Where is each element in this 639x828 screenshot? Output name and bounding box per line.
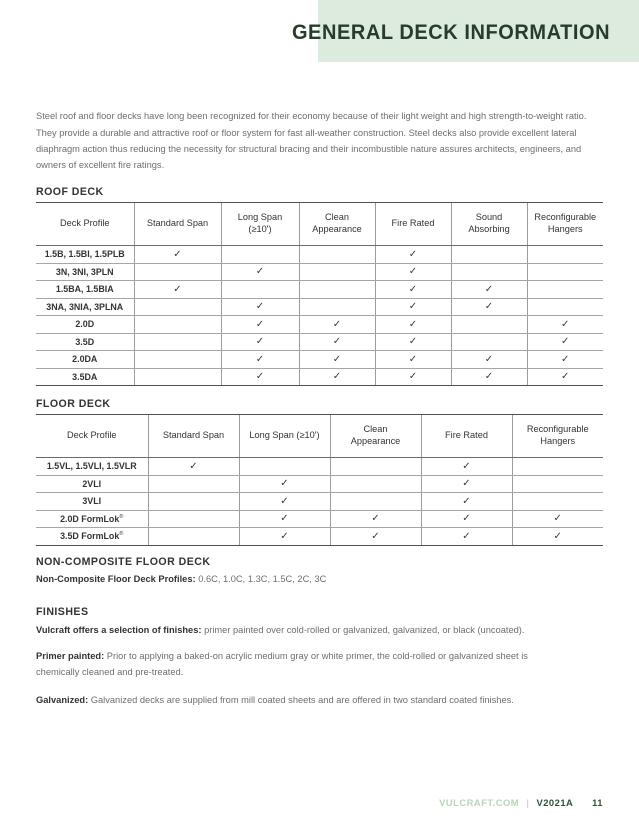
check-icon: ✓	[255, 336, 265, 348]
check-cell-marked	[527, 333, 603, 351]
check-cell-empty	[134, 368, 221, 386]
check-cell-marked	[221, 316, 299, 334]
check-cell-empty	[299, 281, 375, 299]
check-icon: ✓	[173, 248, 182, 260]
column-header-line: Fire Rated	[391, 218, 435, 229]
check-cell-empty	[527, 298, 603, 316]
check-icon: ✓	[484, 353, 494, 365]
column-header-line: Deck Profile	[59, 218, 110, 229]
table-row	[36, 368, 603, 386]
check-cell-marked	[330, 510, 421, 528]
footer-version: V2021A	[536, 797, 573, 808]
check-icon: ✓	[332, 353, 342, 365]
column-header-line: Reconfigurable	[534, 212, 597, 223]
column-header-line: Appearance	[312, 224, 362, 234]
check-cell-empty	[527, 246, 603, 264]
check-icon: ✓	[280, 478, 289, 490]
non-composite-label: Non-Composite Floor Deck Profiles:	[36, 574, 196, 584]
footer-website[interactable]: VULCRAFT.COM	[439, 797, 520, 808]
check-cell-marked	[421, 528, 512, 546]
deck-profile-cell: 3.5D FormLok®	[36, 528, 148, 546]
floor-deck-heading: FLOOR DECK	[36, 398, 111, 410]
check-cell-empty	[148, 528, 239, 546]
column-header	[148, 415, 239, 458]
column-header-line: Fire Rated	[445, 430, 488, 441]
check-cell-empty	[330, 458, 421, 476]
check-icon: ✓	[255, 318, 265, 330]
check-cell-empty	[451, 316, 527, 334]
check-cell-marked	[512, 528, 603, 546]
check-cell-empty	[221, 246, 299, 264]
check-cell-marked	[221, 263, 299, 281]
column-header-line: Long Span	[237, 212, 283, 223]
deck-profile-cell: 1.5BA, 1.5BIA	[36, 281, 134, 299]
check-cell-marked	[239, 475, 330, 493]
check-cell-empty	[299, 298, 375, 316]
finishes-item-0	[36, 622, 596, 638]
check-icon: ✓	[408, 301, 418, 313]
check-cell-marked	[221, 298, 299, 316]
check-cell-marked	[299, 368, 375, 386]
column-header	[375, 203, 451, 246]
finishes-item-text: primer painted over cold-rolled or galvanized, galvanized, or black (uncoated).	[201, 625, 525, 635]
check-cell-marked	[239, 510, 330, 528]
table-row	[36, 351, 603, 369]
check-cell-marked	[375, 333, 451, 351]
check-cell-empty	[134, 316, 221, 334]
registered-trademark-icon: ®	[119, 513, 124, 520]
check-cell-empty	[451, 333, 527, 351]
footer-separator: |	[526, 797, 530, 808]
check-cell-marked	[421, 458, 512, 476]
column-header-line: Absorbing	[468, 224, 510, 234]
column-header	[451, 203, 527, 246]
column-header-line: Reconfigurable	[526, 424, 589, 435]
check-cell-marked	[299, 333, 375, 351]
finishes-item-label: Primer painted:	[36, 651, 105, 661]
page-number: 11	[592, 797, 603, 808]
check-icon: ✓	[462, 478, 471, 490]
check-icon: ✓	[462, 495, 471, 507]
check-cell-marked	[375, 281, 451, 299]
check-cell-marked	[421, 493, 512, 511]
non-composite-profiles	[36, 571, 596, 587]
finishes-item-label: Galvanized:	[36, 695, 89, 705]
finishes-heading: FINISHES	[36, 606, 89, 618]
deck-profile-cell: 1.5VL, 1.5VLI, 1.5VLR	[36, 458, 148, 476]
non-composite-heading: NON-COMPOSITE FLOOR DECK	[36, 556, 211, 568]
roof-deck-heading: ROOF DECK	[36, 186, 104, 198]
finishes-item-label: Vulcraft offers a selection of finishes:	[36, 625, 202, 635]
check-cell-empty	[330, 475, 421, 493]
finishes-item-text: Galvanized decks are supplied from mill coated sheets and are offered in two standard coated finishes.	[88, 695, 514, 705]
table-row	[36, 298, 603, 316]
check-cell-empty	[299, 263, 375, 281]
column-header-line: Standard Span	[162, 430, 225, 441]
column-header	[299, 203, 375, 246]
floor-deck-table	[36, 414, 603, 546]
column-header-line: Appearance	[350, 436, 401, 446]
check-icon: ✓	[561, 353, 570, 365]
column-header	[330, 415, 421, 458]
deck-profile-cell: 2VLI	[36, 475, 148, 493]
table-header-row	[36, 203, 603, 246]
column-header	[134, 203, 221, 246]
check-icon: ✓	[280, 513, 289, 525]
finishes-item-2	[36, 692, 596, 708]
check-cell-marked	[134, 246, 221, 264]
table-row	[36, 475, 603, 493]
check-cell-marked	[375, 263, 451, 281]
deck-profile-cell: 2.0D	[36, 316, 134, 334]
check-cell-marked	[421, 475, 512, 493]
check-cell-marked	[451, 368, 527, 386]
check-cell-empty	[527, 281, 603, 299]
check-cell-marked	[375, 368, 451, 386]
check-cell-empty	[299, 246, 375, 264]
check-icon: ✓	[561, 318, 570, 330]
check-icon: ✓	[255, 301, 265, 313]
check-icon: ✓	[255, 371, 265, 383]
check-cell-marked	[512, 510, 603, 528]
deck-profile-cell: 2.0D FormLok®	[36, 510, 148, 528]
check-icon: ✓	[408, 318, 418, 330]
check-icon: ✓	[462, 460, 471, 472]
deck-profile-cell: 2.0DA	[36, 351, 134, 369]
check-cell-empty	[148, 475, 239, 493]
column-header-line: Clean	[363, 424, 388, 435]
check-cell-marked	[375, 316, 451, 334]
finishes-item-text: Prior to applying a baked-on acrylic medium gray or white primer, the cold-rolled or galvanized sheet is chemically cleaned and pre-treated.	[36, 651, 528, 678]
column-header-line: Clean	[324, 212, 349, 223]
check-icon: ✓	[408, 266, 418, 278]
check-cell-marked	[375, 351, 451, 369]
table-row	[36, 263, 603, 281]
column-header	[239, 415, 330, 458]
table-header-row	[36, 415, 603, 458]
column-header-line: Standard Span	[146, 218, 209, 229]
check-cell-marked	[299, 316, 375, 334]
table-row	[36, 510, 603, 528]
table-row	[36, 333, 603, 351]
check-icon: ✓	[553, 513, 562, 525]
check-cell-marked	[299, 351, 375, 369]
check-cell-marked	[221, 333, 299, 351]
check-cell-empty	[148, 493, 239, 511]
roof-deck-table-wrap	[36, 202, 603, 386]
check-icon: ✓	[255, 266, 265, 278]
check-cell-marked	[421, 510, 512, 528]
check-cell-marked	[451, 351, 527, 369]
check-icon: ✓	[408, 371, 418, 383]
column-header	[36, 415, 148, 458]
column-header-line: Sound	[475, 212, 503, 223]
table-row	[36, 246, 603, 264]
check-cell-empty	[134, 298, 221, 316]
check-cell-empty	[512, 493, 603, 511]
table-row	[36, 528, 603, 546]
check-icon: ✓	[371, 530, 380, 542]
deck-profile-cell: 3N, 3NI, 3PLN	[36, 263, 134, 281]
check-cell-empty	[512, 458, 603, 476]
check-cell-marked	[134, 281, 221, 299]
check-icon: ✓	[484, 371, 494, 383]
column-header	[512, 415, 603, 458]
check-cell-empty	[330, 493, 421, 511]
check-icon: ✓	[173, 283, 182, 295]
registered-trademark-icon: ®	[119, 531, 124, 538]
column-header	[221, 203, 299, 246]
column-header	[527, 203, 603, 246]
deck-profile-cell: 3NA, 3NIA, 3PLNA	[36, 298, 134, 316]
check-cell-marked	[375, 298, 451, 316]
floor-deck-table-wrap	[36, 414, 603, 546]
check-cell-empty	[148, 510, 239, 528]
check-cell-marked	[148, 458, 239, 476]
check-cell-empty	[239, 458, 330, 476]
floor-deck-table-head	[36, 415, 603, 458]
non-composite-value: 0.6C, 1.0C, 1.3C, 1.5C, 2C, 3C	[195, 574, 327, 584]
check-cell-empty	[134, 351, 221, 369]
roof-deck-table	[36, 202, 603, 386]
deck-profile-cell: 3.5D	[36, 333, 134, 351]
check-icon: ✓	[255, 353, 265, 365]
check-cell-empty	[221, 281, 299, 299]
floor-deck-table-body	[36, 458, 603, 546]
column-header-line: Hangers	[540, 436, 576, 446]
deck-profile-cell: 3.5DA	[36, 368, 134, 386]
check-icon: ✓	[332, 371, 342, 383]
check-cell-empty	[512, 475, 603, 493]
check-cell-marked	[527, 368, 603, 386]
check-icon: ✓	[280, 495, 289, 507]
table-row	[36, 458, 603, 476]
check-cell-marked	[527, 351, 603, 369]
check-icon: ✓	[561, 371, 570, 383]
check-icon: ✓	[408, 336, 418, 348]
column-header-line: Long Span (≥10')	[249, 430, 320, 441]
check-cell-empty	[451, 246, 527, 264]
roof-deck-table-head	[36, 203, 603, 246]
check-cell-marked	[221, 368, 299, 386]
check-cell-marked	[239, 493, 330, 511]
check-icon: ✓	[462, 530, 471, 542]
column-header-line: Hangers	[547, 224, 583, 234]
check-icon: ✓	[553, 530, 562, 542]
check-cell-empty	[451, 263, 527, 281]
check-icon: ✓	[408, 353, 418, 365]
column-header-line: (≥10')	[248, 224, 272, 234]
check-icon: ✓	[462, 513, 471, 525]
roof-deck-table-body	[36, 246, 603, 386]
deck-profile-cell: 3VLI	[36, 493, 148, 511]
check-cell-marked	[527, 316, 603, 334]
intro-paragraph: Steel roof and floor decks have long been recognized for their economy because of their light weight and high strength-to-weight ratio. They provide a durable and attractive roof or floor system for fast all-weather construction. Steel decks also provide excellent lateral diaphragm action thus reducing the necessity for structural bracing and their incombustible nature assures architects, engineers, and owners of excellent fire ratings.	[36, 111, 587, 170]
table-row	[36, 493, 603, 511]
check-icon: ✓	[408, 248, 418, 260]
finishes-item-1	[36, 648, 536, 680]
column-header	[36, 203, 134, 246]
check-cell-empty	[134, 333, 221, 351]
check-cell-marked	[330, 528, 421, 546]
page-title: GENERAL DECK INFORMATION	[291, 20, 610, 44]
check-icon: ✓	[484, 301, 494, 313]
check-icon: ✓	[408, 283, 418, 295]
check-icon: ✓	[484, 283, 494, 295]
deck-profile-cell: 1.5B, 1.5BI, 1.5PLB	[36, 246, 134, 264]
check-cell-marked	[451, 281, 527, 299]
check-icon: ✓	[189, 460, 198, 472]
check-cell-marked	[239, 528, 330, 546]
check-cell-marked	[375, 246, 451, 264]
column-header-line: Deck Profile	[66, 430, 117, 441]
check-cell-empty	[134, 263, 221, 281]
table-row	[36, 281, 603, 299]
check-cell-marked	[221, 351, 299, 369]
check-cell-marked	[451, 298, 527, 316]
check-icon: ✓	[332, 336, 342, 348]
check-icon: ✓	[280, 530, 289, 542]
check-icon: ✓	[332, 318, 342, 330]
table-row	[36, 316, 603, 334]
column-header	[421, 415, 512, 458]
footer	[439, 797, 603, 808]
check-icon: ✓	[371, 513, 380, 525]
check-icon: ✓	[561, 336, 570, 348]
check-cell-empty	[527, 263, 603, 281]
